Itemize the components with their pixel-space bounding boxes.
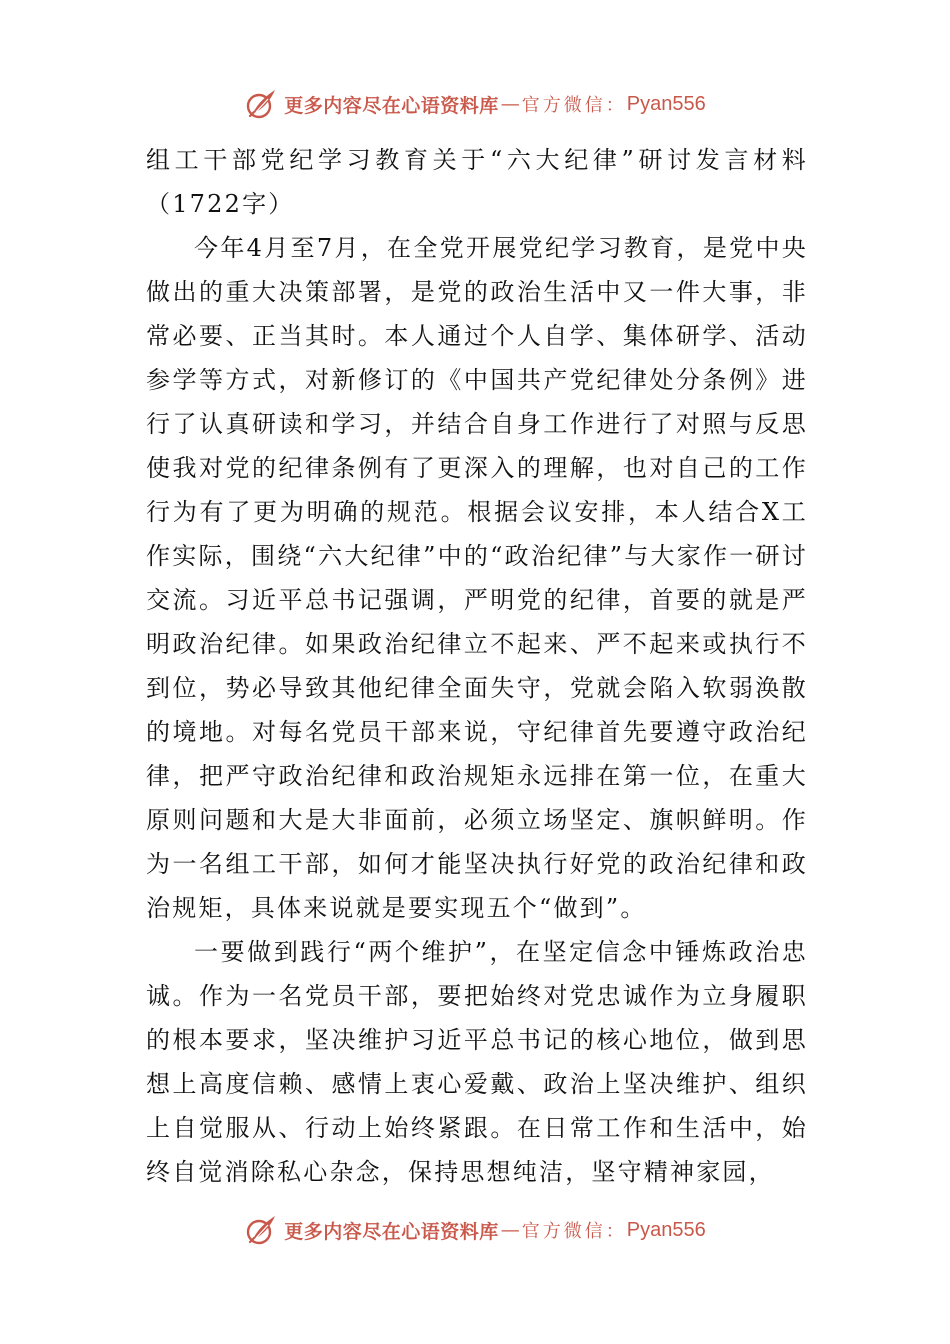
banner-main-text: 更多内容尽在心语资料库 <box>284 94 499 117</box>
quill-pen-logo-icon <box>244 87 278 121</box>
header-watermark-banner <box>0 84 950 124</box>
banner-wechat-label: 官方微信： <box>521 95 627 116</box>
banner-wechat-id: Pyan556 <box>626 92 706 115</box>
banner-main-text: 更多内容尽在心语资料库 <box>284 1220 499 1243</box>
footer-watermark-banner <box>0 1210 950 1250</box>
document-title: 组工干部党纪学习教育关于“六大纪律”研讨发言材料（1722字） <box>146 146 808 218</box>
document-paragraph: 一要做到践行“两个维护”，在坚定信念中锤炼政治忠诚。作为一名党员干部，要把始终对党忠诚作为立身履职的根本要求，坚决维护习近平总书记的核心地位，做到思想上高度信赖、感情上衷心爱戴、政治上坚决维护、组织上自觉服从、行动上始终紧跟。在日常工作和生活中，始终自觉消除私心杂念，保持思想纯洁，坚守精神家园， <box>146 938 808 1186</box>
document-paragraph: 今年4月至7月，在全党开展党纪学习教育，是党中央做出的重大决策部署，是党的政治生活中又一件大事，非常必要、正当其时。本人通过个人自学、集体研学、活动参学等方式，对新修订的《中国共产党纪律处分条例》进行了认真研读和学习，并结合自身工作进行了对照与反思使我对党的纪律条例有了更深入的理解，也对自己的工作行为有了更为明确的规范。根据会议安排，本人结合X工作实际，围绕“六大纪律”中的“政治纪律”与大家作一研讨交流。习近平总书记强调，严明党的纪律，首要的就是严明政治纪律。如果政治纪律立不起来、严不起来或执行不到位，势必导致其他纪律全面失守，党就会陷入软弱涣散的境地。对每名党员干部来说，守纪律首先要遵守政治纪律，把严守政治纪律和政治规矩永远排在第一位，在重大原则问题和大是大非面前，必须立场坚定、旗帜鲜明。作为一名组工干部，如何才能坚决执行好党的政治纪律和政治规矩，具体来说就是要实现五个“做到”。 <box>146 234 808 922</box>
quill-pen-logo-icon <box>244 1213 278 1247</box>
banner-separator: — <box>500 1219 520 1241</box>
banner-wechat-id: Pyan556 <box>626 1218 706 1241</box>
banner-wechat-label: 官方微信： <box>521 1221 627 1242</box>
banner-separator: — <box>500 93 520 115</box>
document-body <box>146 138 808 1194</box>
